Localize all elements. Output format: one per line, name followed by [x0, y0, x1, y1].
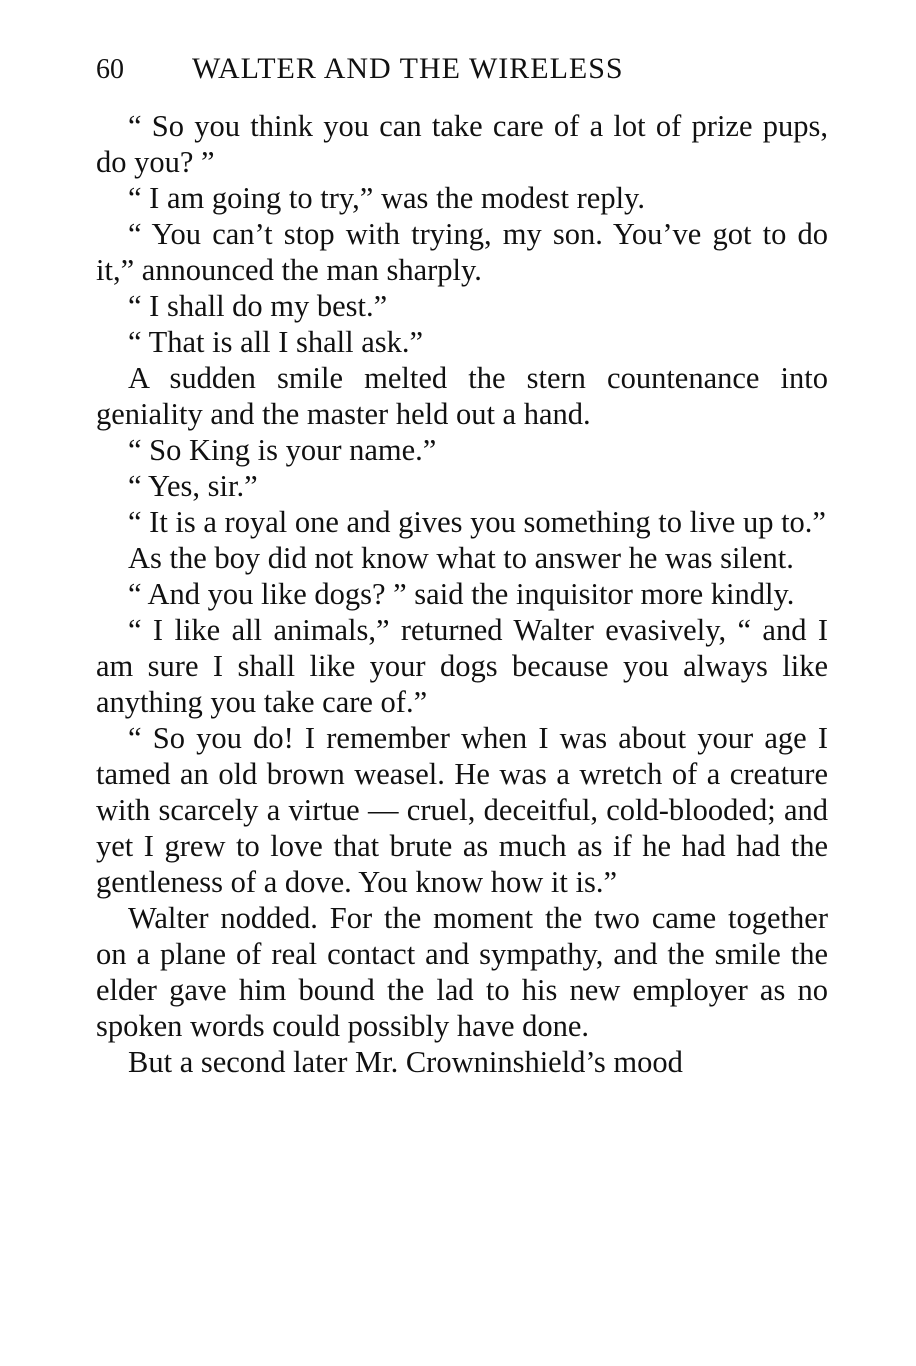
book-page: [96, 52, 828, 1080]
paragraph: “ So King is your name.”: [128, 433, 437, 467]
paragraph: “ I shall do my best.”: [128, 289, 388, 323]
paragraph: “ It is a royal one and gives you something to live up to.”: [128, 505, 826, 539]
paragraph: But a second later Mr. Crowninshield’s mood: [128, 1045, 683, 1079]
paragraph: A sudden smile melted the stern countenance into geniality and the master held out a hand.: [96, 361, 828, 431]
paragraph: “ Yes, sir.”: [128, 469, 258, 503]
paragraph: Walter nodded. For the moment the two came together on a plane of real contact and sympathy, and the smile the elder gave him bound the lad to his new employer as no spoken words could possibly have done.: [96, 901, 828, 1043]
paragraph: “ You can’t stop with trying, my son. You’ve got to do it,” announced the man sharply.: [96, 217, 828, 287]
paragraph: As the boy did not know what to answer he was silent.: [128, 541, 794, 575]
paragraph: “ I like all animals,” returned Walter evasively, “ and I am sure I shall like your dogs because you always like anything you take care of.”: [96, 613, 828, 719]
body-text: [96, 108, 828, 1080]
paragraph: “ That is all I shall ask.”: [128, 325, 424, 359]
paragraph: “ So you think you can take care of a lot of prize pups, do you? ”: [96, 109, 828, 179]
page-number: 60: [96, 54, 124, 85]
running-title: WALTER AND THE WIRELESS: [192, 52, 624, 85]
paragraph: “ So you do! I remember when I was about your age I tamed an old brown weasel. He was a wretch of a creature with scarcely a virtue — cruel, deceitful, cold-blooded; and yet I grew to love that brute as much as if he had had the gentleness of a dove. You know how it is.”: [96, 721, 828, 899]
paragraph: “ I am going to try,” was the modest reply.: [128, 181, 645, 215]
page-header: [96, 52, 828, 96]
paragraph: “ And you like dogs? ” said the inquisitor more kindly.: [128, 577, 795, 611]
